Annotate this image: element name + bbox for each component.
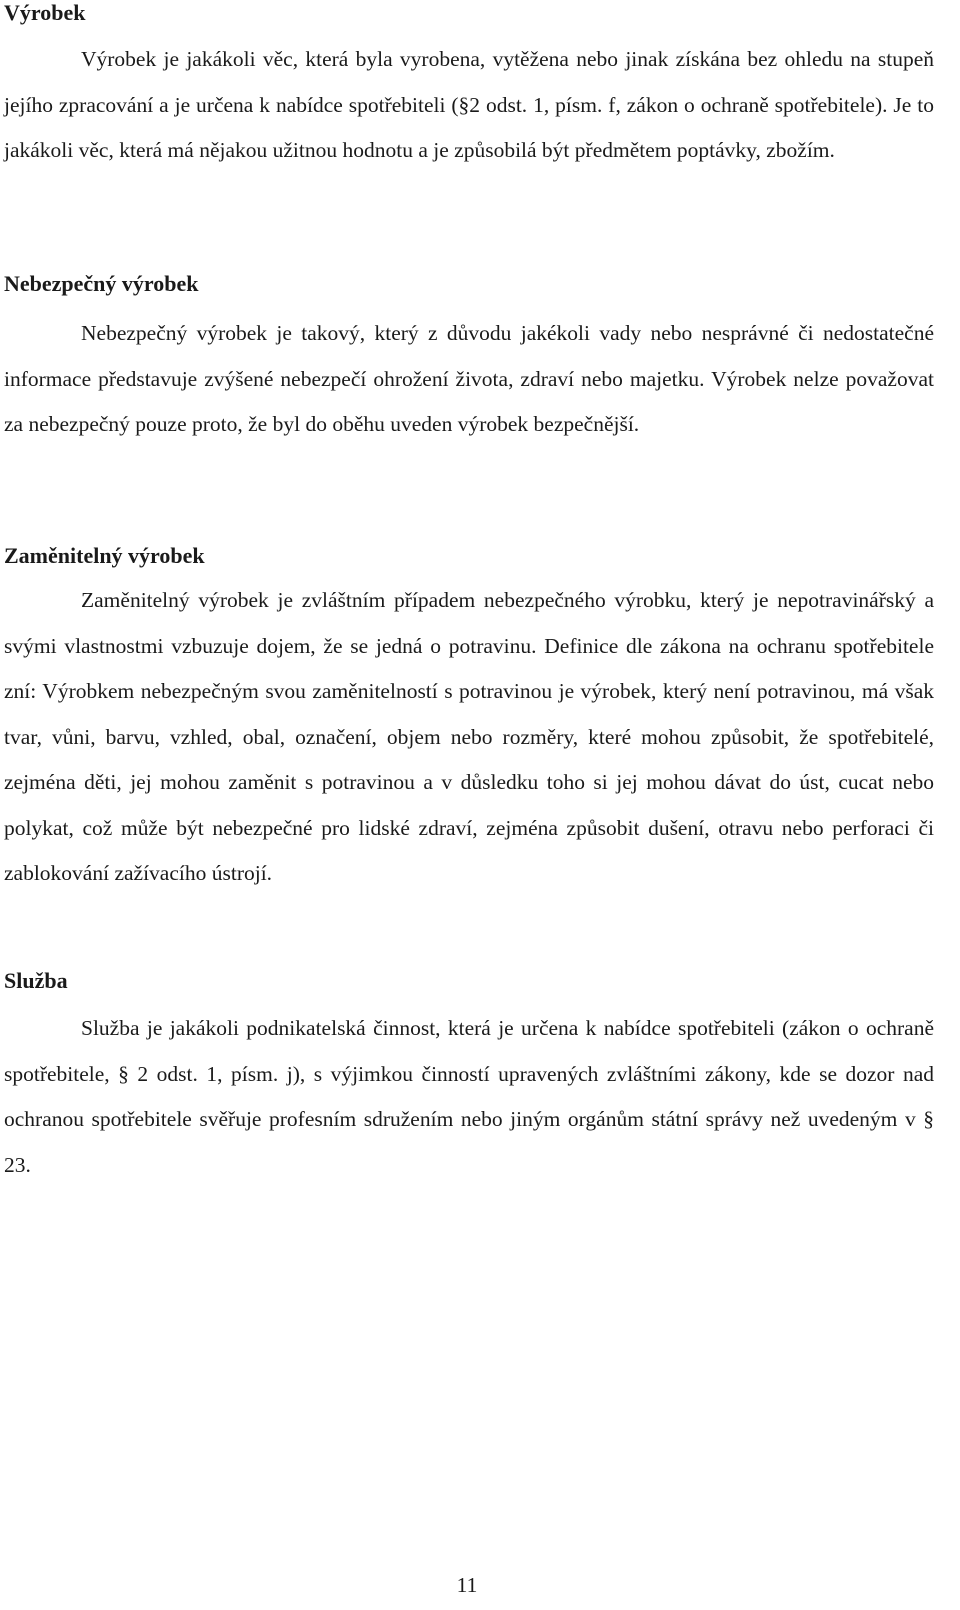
section-heading: Zaměnitelný výrobek xyxy=(4,543,205,568)
page-number: 11 xyxy=(456,1573,478,1597)
section-paragraph: Služba je jakákoli podnikatelská činnost, která je určena k nabídce spotřebiteli (zákon o ochraně spotřebitele, § 2 odst. 1, písm. j), s výjimkou činností upravených zvláštními zákony, kde se dozor nad ochranou spotřebitele svěřuje profesním sdružením nebo jiným orgánům státní správy než uvedeným v § 23. xyxy=(4,1016,934,1177)
section-heading: Výrobek xyxy=(4,0,86,25)
section-heading: Služba xyxy=(4,968,68,993)
section-sluzba xyxy=(4,968,934,1188)
section-nebezpecny-vyrobek xyxy=(4,271,934,448)
section-heading: Nebezpečný výrobek xyxy=(4,271,199,296)
section-paragraph: Nebezpečný výrobek je takový, který z důvodu jakékoli vady nebo nesprávné či nedostatečné informace představuje zvýšené nebezpečí ohrožení života, zdraví nebo majetku. Výrobek nelze považovat za nebezpečný pouze proto, že byl do oběhu uveden výrobek bezpečnější. xyxy=(4,321,934,436)
section-paragraph: Výrobek je jakákoli věc, která byla vyrobena, vytěžena nebo jinak získána bez ohledu na stupeň jejího zpracování a je určena k nabídce spotřebiteli (§2 odst. 1, písm. f, zákon o ochraně spotřebitele). Je to jakákoli věc, která má nějakou užitnou hodnotu a je způsobilá být předmětem poptávky, zbožím. xyxy=(4,47,934,162)
section-paragraph: Zaměnitelný výrobek je zvláštním případem nebezpečného výrobku, který je nepotravinářský a svými vlastnostmi vzbuzuje dojem, že se jedná o potravinu. Definice dle zákona na ochranu spotřebitele zní: Výrobkem nebezpečným svou zaměnitelností s potravinou je výrobek, který není potravinou, má však tvar, vůni, barvu, vzhled, obal, označení, objem nebo rozměry, které mohou způsobit, že spotřebitelé, zejména děti, jej mohou zaměnit s potravinou a v důsledku toho si jej mohou dávat do úst, cucat nebo polykat, což může být nebezpečné pro lidské zdraví, zejména způsobit dušení, otravu nebo perforaci či zablokování zažívacího ústrojí. xyxy=(4,588,934,885)
section-vyrobek xyxy=(4,0,934,174)
section-zamenitelny-vyrobek xyxy=(4,543,934,897)
